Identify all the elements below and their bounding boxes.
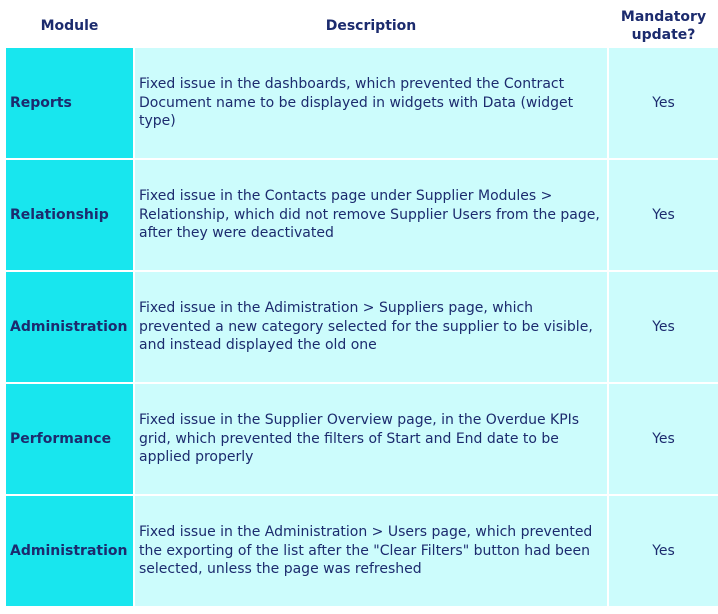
mandatory-cell: Yes — [609, 48, 718, 158]
description-cell: Fixed issue in the Administration > Users page, which prevented the exporting of the list after the "Clear Filters" button had been selected, unless the page was refreshed — [135, 496, 607, 606]
description-cell: Fixed issue in the Adimistration > Suppliers page, which prevented a new category selected for the supplier to be visible, and instead displayed the old one — [135, 272, 607, 382]
table-header-row — [6, 6, 718, 46]
header-description: Description — [135, 6, 607, 46]
mandatory-cell: Yes — [609, 272, 718, 382]
description-cell: Fixed issue in the dashboards, which prevented the Contract Document name to be displayed in widgets with Data (widget type) — [135, 48, 607, 158]
table-row — [6, 384, 718, 494]
mandatory-cell: Yes — [609, 160, 718, 270]
mandatory-cell: Yes — [609, 384, 718, 494]
module-cell: Administration — [6, 496, 133, 606]
table-row — [6, 48, 718, 158]
table-row — [6, 272, 718, 382]
module-cell: Reports — [6, 48, 133, 158]
description-cell: Fixed issue in the Supplier Overview page, in the Overdue KPIs grid, which prevented the filters of Start and End date to be applied properly — [135, 384, 607, 494]
module-cell: Relationship — [6, 160, 133, 270]
header-module: Module — [6, 6, 133, 46]
description-cell: Fixed issue in the Contacts page under Supplier Modules > Relationship, which did not remove Supplier Users from the page, after they were deactivated — [135, 160, 607, 270]
mandatory-cell: Yes — [609, 496, 718, 606]
header-mandatory-update: Mandatory update? — [609, 6, 718, 46]
release-notes-table — [4, 4, 718, 608]
module-cell: Administration — [6, 272, 133, 382]
table-row — [6, 496, 718, 606]
module-cell: Performance — [6, 384, 133, 494]
table-row — [6, 160, 718, 270]
